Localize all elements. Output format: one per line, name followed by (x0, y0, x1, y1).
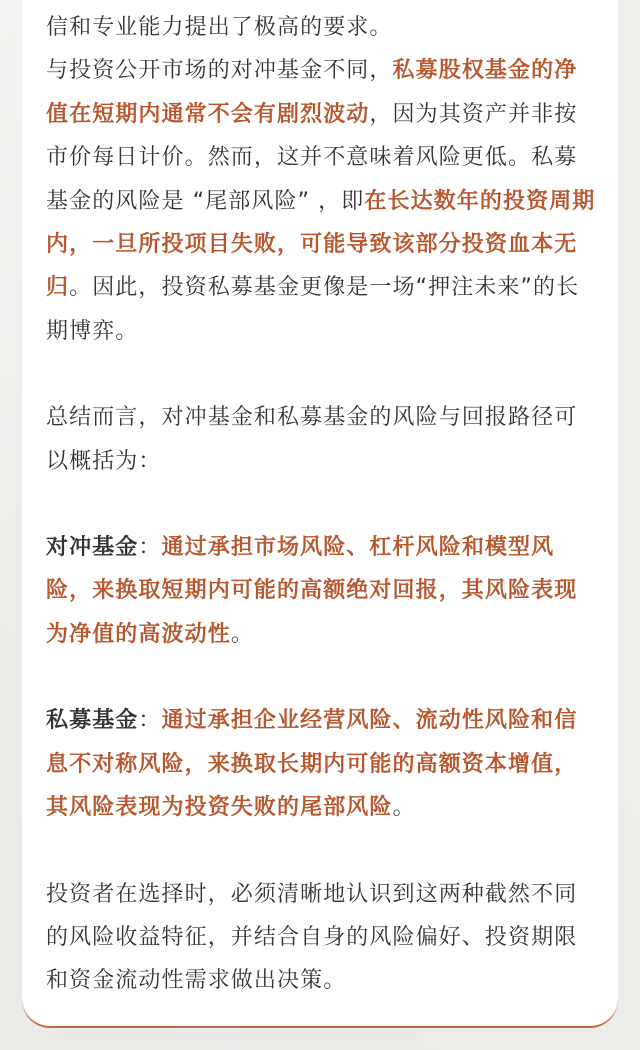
text-segment: 信和专业能力提出了极高的要求。 (46, 15, 393, 40)
text-segment: 投资者在选择时，必须清晰地认识到这两种截然不同的风险收益特征，并结合自身的风险偏好、投资期限和资金流动性需求做出决策。 (46, 881, 578, 994)
paragraph-intro-tail (46, 6, 598, 49)
text-segment: 。 (230, 621, 254, 647)
paragraph-hedge-fund (46, 526, 598, 656)
highlight-segment: 通过承担市场风险、杠杆风险和模型风险，来换取短期内可能的高额绝对回报，其风险表现为净值的高波动性 (46, 535, 578, 647)
text-segment: 与投资公开市场的对冲基金不同， (46, 58, 393, 84)
highlight-segment: 私募股权基金的净值在短期内通常不会有剧烈波动 (46, 58, 578, 127)
paragraph-conclusion (46, 873, 598, 1003)
paragraph-private-equity (46, 49, 598, 353)
term-label: 对冲基金 (46, 535, 139, 561)
paragraph-gap (46, 483, 598, 526)
text-segment: 。 (392, 795, 416, 821)
card-bottom-border (22, 1000, 618, 1028)
article-body (46, 6, 598, 1003)
highlight-segment: 通过承担企业经营风险、流动性风险和信息不对称风险，来换取长期内可能的高额资本增值，其风险表现为投资失败的尾部风险 (46, 708, 578, 821)
paragraph-gap (46, 830, 598, 873)
text-segment: ： (138, 535, 162, 561)
term-label: 私募基金 (46, 708, 139, 734)
text-segment: 总结而言，对冲基金和私募基金的风险与回报路径可以概括为： (46, 405, 578, 474)
paragraph-gap (46, 656, 598, 699)
paragraph-private-fund (46, 699, 598, 829)
text-segment: ，因为其资产并非按市价每日计价。然而，这并不意味着风险更低。私募基金的风险是 “尾部风险” ，即 (46, 101, 578, 214)
highlight-segment: 在长达数年的投资周期内，一旦所投项目失败，可能导致该部分投资血本无归 (46, 188, 596, 301)
paragraph-gap (46, 353, 598, 396)
paragraph-summary (46, 396, 598, 483)
text-segment: 。因此，投资私募基金更像是一场“押注未来”的长期博弈。 (46, 275, 580, 344)
text-segment: ： (138, 708, 162, 734)
